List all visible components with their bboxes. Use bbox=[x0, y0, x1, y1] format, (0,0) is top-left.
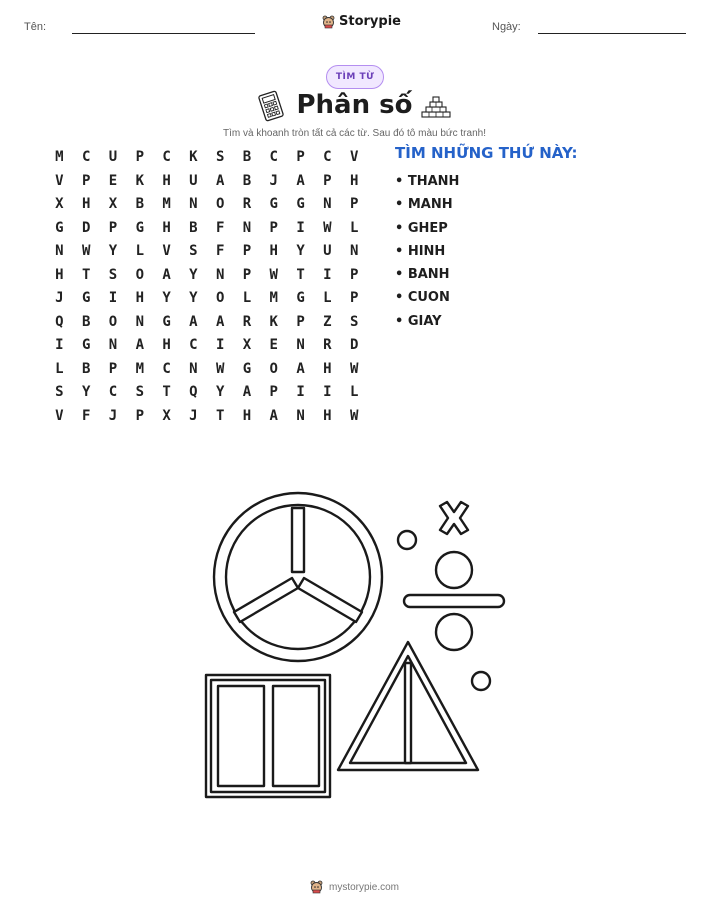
word-item: • GHEP bbox=[395, 220, 448, 236]
grid-letter[interactable]: P bbox=[269, 219, 278, 236]
grid-letter[interactable]: M bbox=[55, 149, 64, 165]
grid-letter[interactable]: P bbox=[296, 313, 305, 330]
grid-letter[interactable]: N bbox=[323, 196, 332, 212]
grid-letter[interactable]: H bbox=[323, 360, 332, 377]
grid-letter[interactable]: H bbox=[162, 172, 171, 189]
small-circle bbox=[398, 531, 416, 549]
grid-letter[interactable]: U bbox=[108, 149, 118, 165]
grid-letter[interactable]: P bbox=[81, 172, 91, 189]
grid-letter[interactable]: C bbox=[108, 384, 118, 400]
grid-letter[interactable]: O bbox=[135, 266, 144, 283]
grid-letter[interactable]: S bbox=[349, 313, 359, 330]
grid-letter[interactable]: M bbox=[162, 196, 171, 212]
grid-letter[interactable]: J bbox=[55, 290, 64, 306]
grid-letter[interactable]: P bbox=[135, 149, 144, 165]
grid-letter[interactable]: W bbox=[269, 266, 278, 283]
grid-letter[interactable]: X bbox=[55, 196, 64, 212]
word-item: • THANH bbox=[395, 174, 460, 189]
grid-letter[interactable]: A bbox=[189, 313, 198, 330]
grid-letter[interactable]: I bbox=[55, 337, 64, 353]
grid-letter[interactable]: E bbox=[108, 172, 118, 189]
grid-letter[interactable]: L bbox=[323, 290, 332, 306]
grid-letter[interactable]: R bbox=[323, 337, 332, 353]
grid-letter[interactable]: C bbox=[162, 360, 171, 377]
grid-letter[interactable]: Y bbox=[162, 290, 171, 306]
grid-letter[interactable]: R bbox=[242, 313, 252, 330]
grid-letter[interactable]: I bbox=[215, 337, 225, 353]
triangle-in-halves bbox=[338, 642, 478, 770]
grid-letter[interactable]: W bbox=[349, 360, 359, 377]
pie-in-thirds bbox=[214, 493, 382, 661]
grid-letter[interactable]: N bbox=[215, 266, 225, 283]
times-sign bbox=[440, 502, 468, 534]
grid-letter[interactable]: P bbox=[242, 266, 252, 283]
grid-letter[interactable]: L bbox=[349, 384, 359, 400]
grid-letter[interactable]: C bbox=[269, 149, 278, 165]
grid-letter[interactable]: P bbox=[349, 290, 359, 306]
grid-letter[interactable]: N bbox=[296, 407, 305, 424]
grid-letter[interactable]: H bbox=[81, 196, 91, 212]
grid-letter[interactable]: T bbox=[296, 266, 305, 283]
grid-letter[interactable]: G bbox=[242, 360, 252, 377]
grid-letter[interactable]: U bbox=[323, 243, 332, 259]
grid-letter[interactable]: G bbox=[81, 290, 91, 306]
grid-letter[interactable]: B bbox=[242, 149, 252, 165]
grid-letter[interactable]: L bbox=[135, 243, 144, 259]
mascot-icon bbox=[310, 880, 323, 894]
grid-letter[interactable]: H bbox=[162, 337, 171, 353]
grid-letter[interactable]: S bbox=[189, 243, 198, 259]
grid-letter[interactable]: O bbox=[269, 360, 278, 377]
grid-letter[interactable]: I bbox=[296, 384, 305, 400]
grid-letter[interactable]: Y bbox=[81, 384, 91, 400]
grid-letter[interactable]: G bbox=[162, 313, 171, 330]
grid-letter[interactable]: N bbox=[55, 243, 64, 259]
grid-letter[interactable]: G bbox=[296, 290, 305, 306]
grid-letter[interactable]: M bbox=[135, 360, 144, 377]
grid-letter[interactable]: B bbox=[81, 360, 91, 377]
grid-letter[interactable]: E bbox=[269, 337, 278, 353]
word-item: • HINH bbox=[395, 243, 446, 259]
grid-letter[interactable]: S bbox=[135, 384, 144, 400]
grid-letter[interactable]: D bbox=[349, 337, 359, 353]
page-title: Phân số bbox=[296, 90, 413, 120]
grid-letter[interactable]: T bbox=[162, 384, 171, 400]
grid-letter[interactable]: S bbox=[215, 149, 225, 165]
grid-letter[interactable]: L bbox=[55, 360, 64, 377]
grid-letter[interactable]: K bbox=[189, 149, 198, 165]
grid-letter[interactable]: H bbox=[55, 266, 64, 283]
grid-letter[interactable]: N bbox=[135, 313, 144, 330]
grid-letter[interactable]: S bbox=[108, 266, 118, 283]
grid-letter[interactable]: I bbox=[323, 266, 332, 283]
grid-letter[interactable]: J bbox=[108, 407, 118, 424]
name-label: Tên: bbox=[24, 21, 47, 33]
grid-letter[interactable]: C bbox=[189, 337, 198, 353]
grid-letter[interactable]: A bbox=[162, 266, 171, 283]
grid-letter[interactable]: V bbox=[162, 243, 171, 259]
word-item: • GIAY bbox=[395, 313, 442, 329]
grid-letter[interactable]: A bbox=[215, 172, 225, 189]
grid-letter[interactable]: T bbox=[215, 407, 225, 424]
grid-letter[interactable]: H bbox=[323, 407, 332, 424]
grid-letter[interactable]: N bbox=[189, 196, 198, 212]
grid-letter[interactable]: F bbox=[81, 407, 91, 424]
grid-letter[interactable]: A bbox=[135, 337, 144, 353]
grid-letter[interactable]: H bbox=[349, 172, 359, 189]
grid-letter[interactable]: G bbox=[81, 337, 91, 353]
grid-letter[interactable]: W bbox=[349, 407, 359, 424]
grid-letter[interactable]: D bbox=[81, 219, 91, 236]
grid-letter[interactable]: Y bbox=[215, 384, 225, 400]
grid-letter[interactable]: P bbox=[242, 243, 252, 259]
grid-letter[interactable]: G bbox=[296, 196, 305, 212]
grid-letter[interactable]: N bbox=[242, 219, 252, 236]
grid-letter[interactable]: U bbox=[189, 172, 198, 189]
grid-letter[interactable]: S bbox=[55, 384, 64, 400]
grid-letter[interactable]: O bbox=[108, 313, 118, 330]
grid-letter[interactable]: N bbox=[189, 360, 198, 377]
grid-letter[interactable]: Q bbox=[55, 313, 64, 330]
grid-letter[interactable]: V bbox=[55, 407, 64, 424]
word-list-title: TÌM NHỮNG THỨ NÀY: bbox=[395, 144, 578, 162]
brand-name: Storypie bbox=[339, 14, 401, 29]
grid-letter[interactable]: Y bbox=[189, 266, 198, 283]
grid-letter[interactable]: V bbox=[55, 172, 64, 189]
grid-letter[interactable]: P bbox=[135, 407, 144, 424]
grid-letter[interactable]: C bbox=[323, 149, 332, 165]
instructions: Tìm và khoanh tròn tất cả các từ. Sau đó tô màu bức tranh! bbox=[223, 128, 486, 139]
grid-letter[interactable]: B bbox=[81, 313, 91, 330]
footer-site[interactable]: mystorypie.com bbox=[328, 881, 399, 893]
grid-letter[interactable]: K bbox=[269, 313, 278, 330]
grid-letter[interactable]: J bbox=[189, 407, 198, 424]
grid-letter[interactable]: F bbox=[215, 219, 225, 236]
grid-letter[interactable]: B bbox=[135, 196, 144, 212]
footer bbox=[0, 880, 709, 894]
small-circle bbox=[472, 672, 490, 690]
grid-letter[interactable]: L bbox=[349, 219, 359, 236]
grid-letter[interactable]: B bbox=[189, 219, 198, 236]
word-item: • CUON bbox=[395, 290, 450, 306]
grid-letter[interactable]: C bbox=[81, 149, 91, 165]
grid-letter[interactable]: H bbox=[135, 290, 144, 306]
grid-letter[interactable]: P bbox=[349, 196, 359, 212]
grid-letter[interactable]: I bbox=[323, 384, 332, 400]
division-sign bbox=[404, 552, 504, 650]
grid-letter[interactable]: H bbox=[269, 243, 278, 259]
grid-letter[interactable]: G bbox=[269, 196, 278, 212]
grid-letter[interactable]: Q bbox=[189, 384, 198, 400]
grid-letter[interactable]: Y bbox=[189, 290, 198, 306]
grid-letter[interactable]: B bbox=[242, 172, 252, 189]
grid-letter[interactable]: K bbox=[135, 172, 144, 189]
grid-letter[interactable]: P bbox=[349, 266, 359, 283]
grid-letter[interactable]: A bbox=[269, 407, 278, 424]
grid-letter[interactable]: N bbox=[108, 337, 118, 353]
grid-letter[interactable]: V bbox=[349, 149, 359, 165]
grid-letter[interactable]: P bbox=[296, 149, 305, 165]
grid-letter[interactable]: R bbox=[242, 196, 252, 212]
grid-letter[interactable]: N bbox=[296, 337, 305, 353]
grid-letter[interactable]: N bbox=[349, 243, 359, 259]
grid-letter[interactable]: O bbox=[215, 196, 225, 212]
grid-letter[interactable]: T bbox=[81, 266, 91, 283]
grid-letter[interactable]: C bbox=[162, 149, 171, 165]
grid-letter[interactable]: X bbox=[108, 196, 118, 212]
grid-letter[interactable]: P bbox=[108, 360, 118, 377]
grid-letter[interactable]: F bbox=[215, 243, 225, 259]
date-label: Ngày: bbox=[492, 21, 521, 33]
grid-letter[interactable]: I bbox=[296, 219, 305, 236]
grid-letter[interactable]: X bbox=[242, 337, 252, 353]
word-item: • BANH bbox=[395, 267, 450, 283]
grid-letter[interactable]: Z bbox=[323, 313, 332, 330]
grid-letter[interactable]: M bbox=[269, 290, 278, 306]
grid-letter[interactable]: A bbox=[296, 172, 305, 189]
grid-letter[interactable]: W bbox=[215, 360, 225, 377]
grid-letter[interactable]: I bbox=[108, 290, 118, 306]
grid-letter[interactable]: X bbox=[162, 407, 171, 424]
rectangle-in-halves bbox=[206, 675, 330, 797]
grid-letter[interactable]: Y bbox=[296, 243, 305, 259]
grid-letter[interactable]: A bbox=[296, 360, 305, 377]
grid-letter[interactable]: P bbox=[108, 219, 118, 236]
grid-letter[interactable]: P bbox=[269, 384, 278, 400]
grid-letter[interactable]: A bbox=[215, 313, 225, 330]
word-item: • MANH bbox=[395, 197, 453, 213]
grid-letter[interactable]: Y bbox=[108, 243, 118, 259]
grid-letter[interactable]: H bbox=[242, 407, 252, 424]
grid-letter[interactable]: W bbox=[81, 243, 91, 259]
grid-letter[interactable]: J bbox=[269, 172, 278, 189]
grid-letter[interactable]: G bbox=[55, 219, 64, 236]
grid-letter[interactable]: A bbox=[242, 384, 252, 400]
grid-letter[interactable]: H bbox=[162, 219, 171, 236]
category-badge: TÌM TỪ bbox=[326, 65, 384, 89]
grid-letter[interactable]: O bbox=[215, 290, 225, 306]
grid-letter[interactable]: G bbox=[135, 219, 144, 236]
grid-letter[interactable]: P bbox=[323, 172, 332, 189]
grid-letter[interactable]: W bbox=[323, 219, 332, 236]
grid-letter[interactable]: L bbox=[242, 290, 252, 306]
